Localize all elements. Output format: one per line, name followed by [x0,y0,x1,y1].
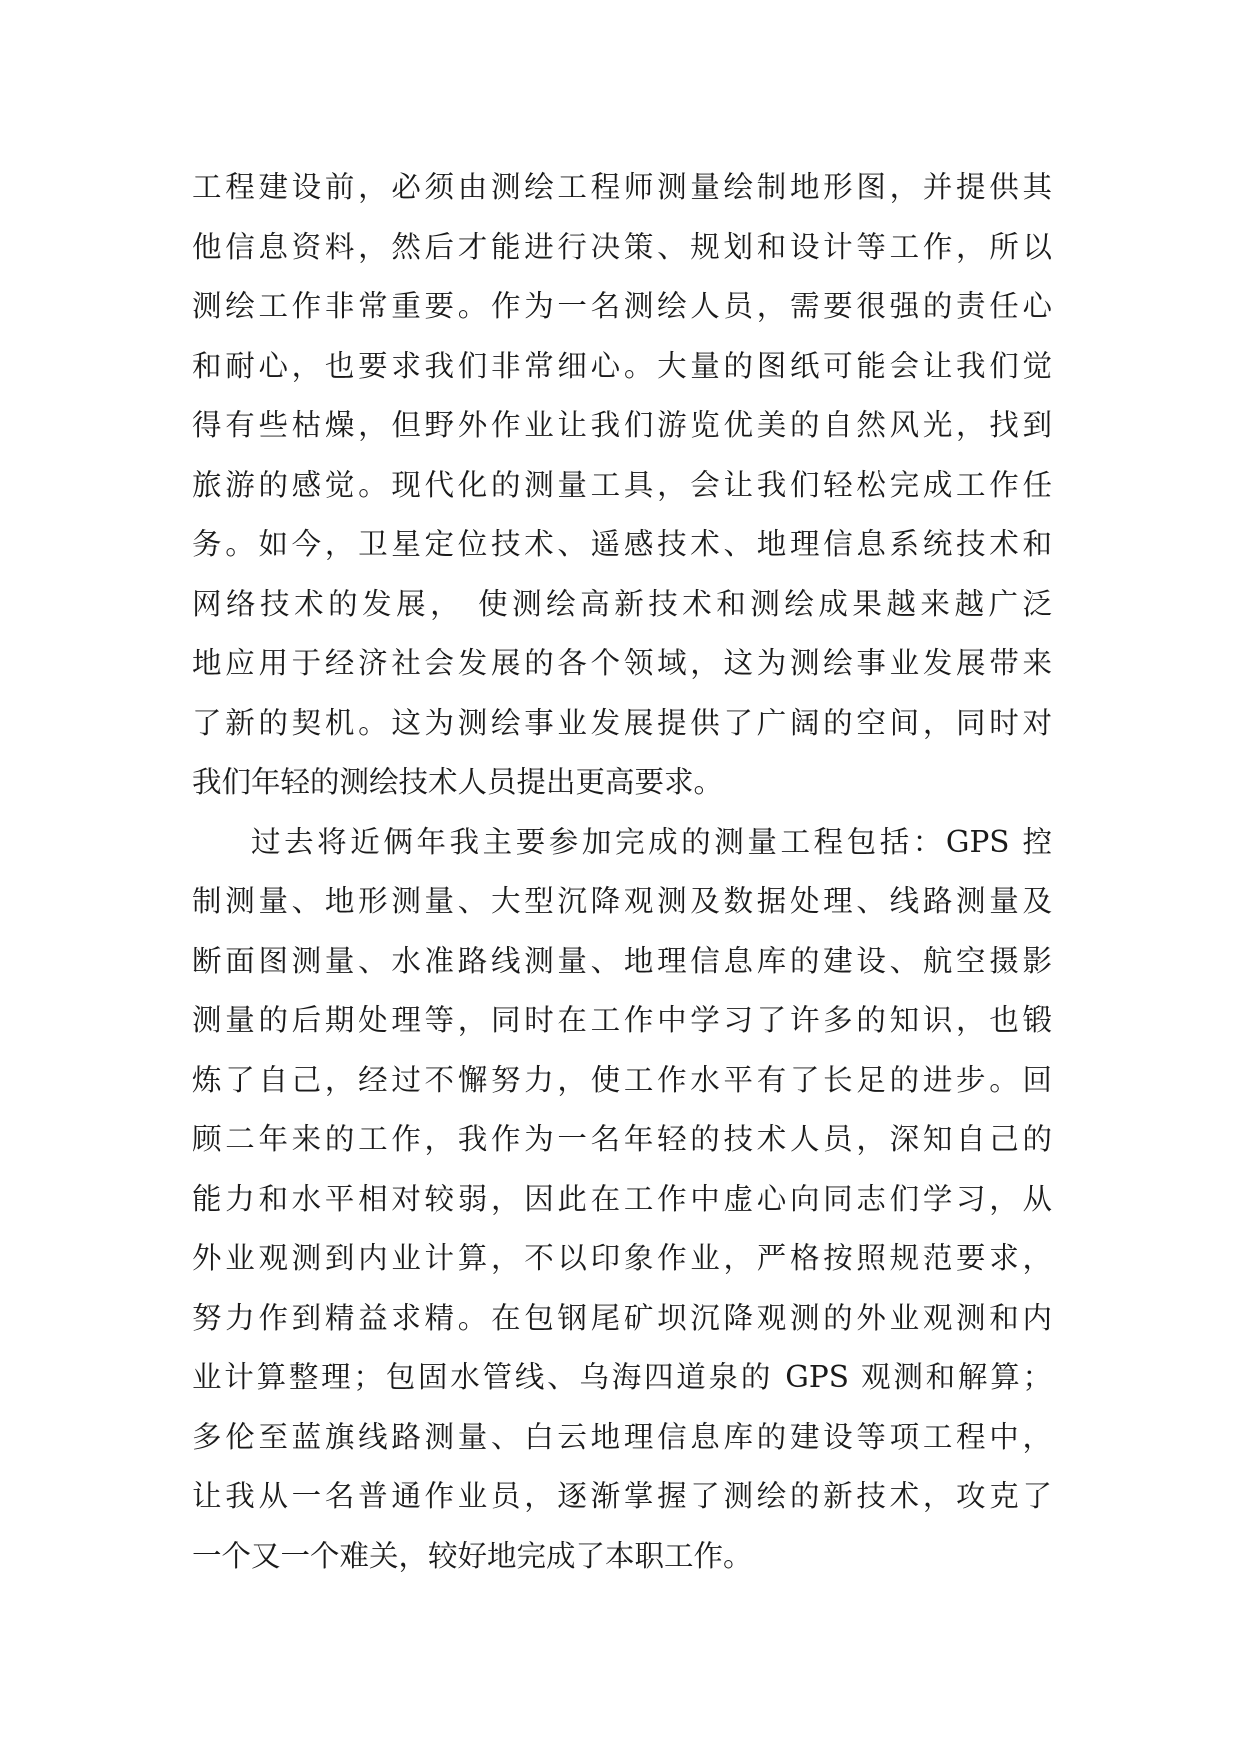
paragraph-1 [192,158,1052,813]
text-line: 得有些枯燥，但野外作业让我们游览优美的自然风光，找到 [192,408,1052,442]
paragraph-2 [192,813,1052,1587]
text-line: 务。如今，卫星定位技术、遥感技术、地理信息系统技术和 [192,527,1052,561]
text-line: 和耐心，也要求我们非常细心。大量的图纸可能会让我们觉 [192,348,1052,383]
text-line: 业计算整理；包固水管线、乌海四道泉的 GPS 观测和解算； [192,1360,1052,1394]
text-line: 努力作到精益求精。在包钢尾矿坝沉降观测的外业观测和内 [192,1300,1052,1335]
text-line: 一个又一个难关，较好地完成了本职工作。 [192,1538,753,1573]
text-line: 测绘工作非常重要。作为一名测绘人员，需要很强的责任心 [192,289,1052,323]
text-line: 他信息资料，然后才能进行决策、规划和设计等工作，所以 [192,229,1052,264]
text-line: 顾二年来的工作，我作为一名年轻的技术人员，深知自己的 [192,1122,1052,1156]
text-line: 旅游的感觉。现代化的测量工具，会让我们轻松完成工作任 [192,467,1052,502]
text-line: 多伦至蓝旗线路测量、白云地理信息库的建设等项工程中， [192,1419,1052,1454]
text-line: 能力和水平相对较弱，因此在工作中虚心向同志们学习，从 [192,1181,1052,1216]
text-line: 测量的后期处理等，同时在工作中学习了许多的知识，也锻 [192,1003,1052,1037]
text-line: 地应用于经济社会发展的各个领域，这为测绘事业发展带来 [192,646,1052,680]
document-body [192,158,1052,1586]
text-line: 我们年轻的测绘技术人员提出更高要求。 [192,765,724,799]
text-line: 炼了自己，经过不懈努力，使工作水平有了长足的进步。回 [192,1062,1052,1097]
text-line: 工程建设前，必须由测绘工程师测量绘制地形图，并提供其 [192,170,1052,204]
text-line: 制测量、地形测量、大型沉降观测及数据处理、线路测量及 [192,884,1052,918]
text-line: 过去将近俩年我主要参加完成的测量工程包括：GPS 控 [251,824,1052,859]
text-line: 让我从一名普通作业员，逐渐掌握了测绘的新技术，攻克了 [192,1479,1052,1513]
text-line: 外业观测到内业计算，不以印象作业，严格按照规范要求， [192,1241,1052,1275]
text-line: 了新的契机。这为测绘事业发展提供了广阔的空间，同时对 [192,705,1052,740]
text-line: 断面图测量、水准路线测量、地理信息库的建设、航空摄影 [192,943,1052,978]
text-line: 网络技术的发展， 使测绘高新技术和测绘成果越来越广泛 [192,586,1052,621]
